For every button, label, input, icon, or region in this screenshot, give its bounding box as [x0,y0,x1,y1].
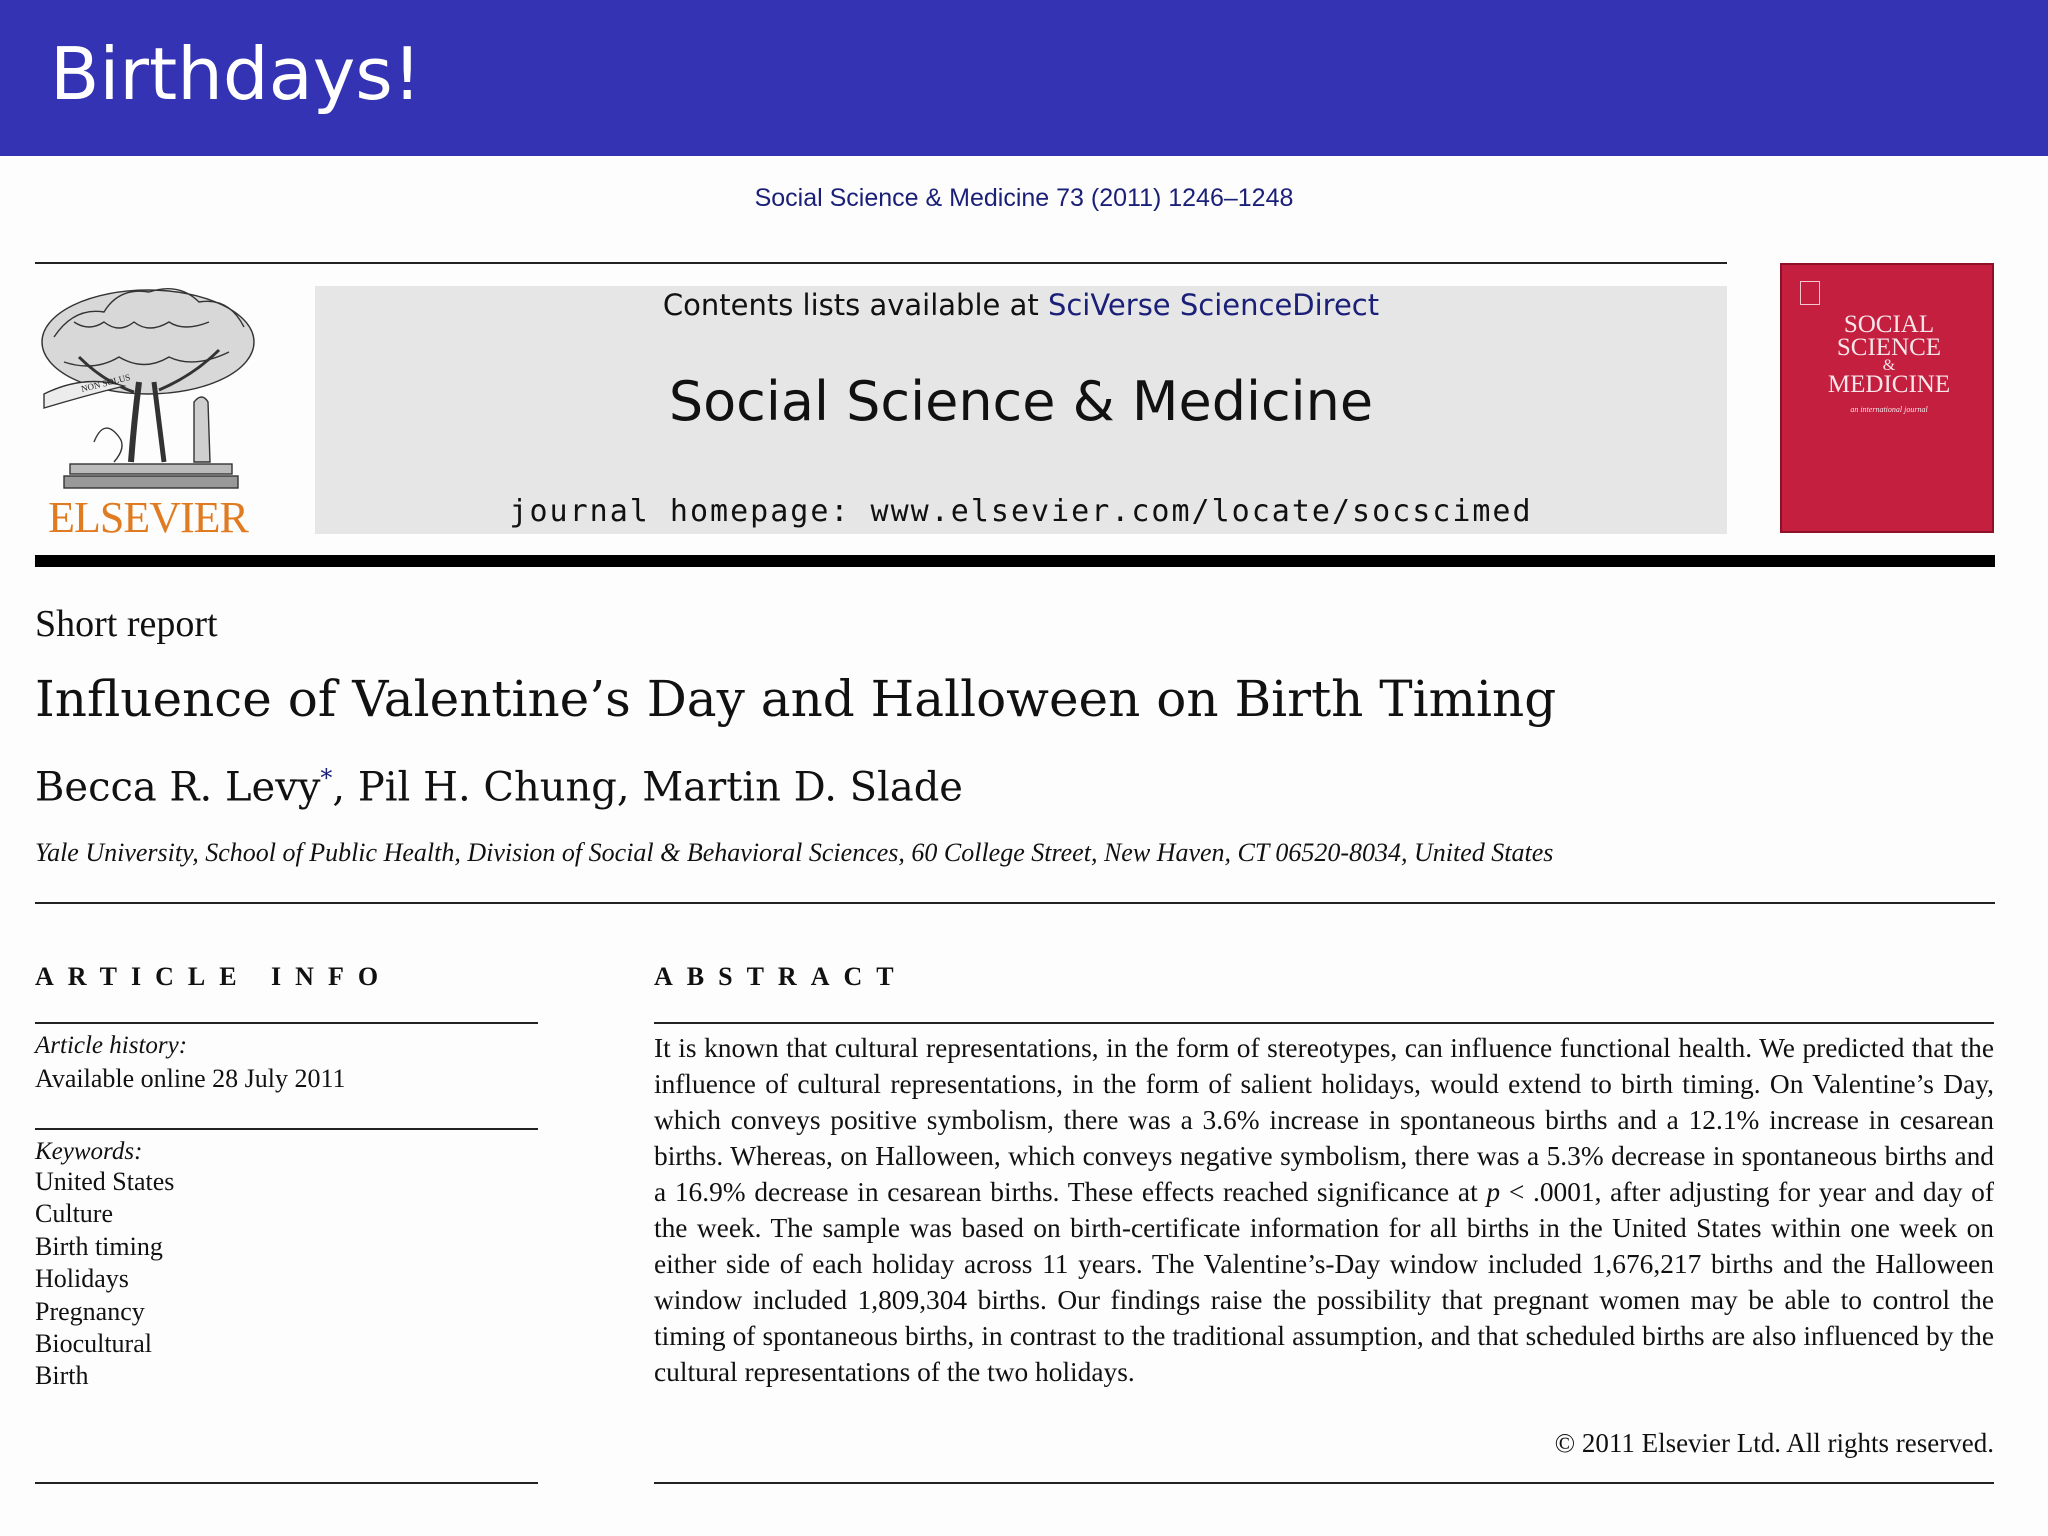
journal-name: Social Science & Medicine [668,370,1374,433]
author-list [35,764,963,810]
cover-title-line: SOCIAL [1843,311,1935,338]
p-value-symbol: p [1486,1177,1501,1207]
thick-rule [35,555,1995,567]
cover-publisher-mark [1800,281,1820,305]
keyword-item: Holidays [35,1264,129,1294]
abstract-text-part: < .0001, after adjusting for year and day of the week. The sample was based on birth-certificate information for all births in the United States within one week on either side of each holiday across 11 years. The Valentine’s-Day window included 1,676,217 births and the Halloween window included 1,809,304 births. Our findings raise the possibility that pregnant women may be able to control the timing of spontaneous births, in contrast to the traditional assumption, and that scheduled births are also influenced by the cultural representations of the two holidays. [654,1177,1994,1387]
article-info-bottom-rule [35,1482,538,1484]
abstract-bottom-rule [654,1482,1994,1484]
abstract-text-part: It is known that cultural representations, in the form of stereotypes, can influence functional health. We predicted that the influence of cultural representations, in the form of salient holidays, would extend to birth timing. On Valentine’s Day, which conveys positive symbolism, there was a 3.6% increase in spontaneous births and a 12.1% increase in cesarean births. Whereas, on Halloween, which conveys negative symbolism, there was a 5.3% decrease in spontaneous births and a 16.9% decrease in cesarean births. These effects reached significance at [654,1033,1994,1207]
cover-title-line: SCIENCE [1836,334,1942,361]
article-title: Influence of Valentine’s Day and Halloween on Birth Timing [35,670,1557,728]
top-rule [35,262,1727,264]
elsevier-tree-logo [34,282,262,498]
contents-prefix: Contents lists available at [662,288,1048,322]
article-history-value: Available online 28 July 2011 [35,1064,346,1093]
keyword-item: Culture [35,1199,113,1229]
author-first: Becca R. Levy [35,764,321,811]
logo-motto: NON SOLUS [80,372,132,394]
keywords-label: Keywords: [35,1138,143,1165]
article-history-label: Article history: [35,1032,188,1059]
copyright-notice: © 2011 Elsevier Ltd. All rights reserved. [1554,1428,1994,1458]
article-type: Short report [35,603,218,645]
keyword-item: Pregnancy [35,1296,145,1326]
article-info-rule [35,1022,538,1024]
keyword-list [35,1166,174,1393]
affiliation: Yale University, School of Public Health, Division of Social & Behavioral Sciences, 60 College Street, New Haven, CT 06520-8034, United States [35,838,1554,867]
cover-title [1782,313,1996,396]
cover-title-amp: & [1882,357,1896,374]
slide-title: Birthdays! [50,32,422,116]
cover-subtitle: an international journal [1850,405,1928,414]
cover-title-line: MEDICINE [1827,371,1951,398]
history-rule [35,1128,538,1130]
article-info-heading: ARTICLE INFO [35,962,393,991]
keyword-item: Biocultural [35,1329,152,1359]
journal-citation: Social Science & Medicine 73 (2011) 1246–1248 [754,184,1294,212]
contents-line [315,288,1727,322]
abstract-text [654,1030,1994,1390]
keyword-item: Birth timing [35,1231,163,1261]
corresponding-author-marker[interactable]: * [320,764,333,792]
journal-homepage-link[interactable]: journal homepage: www.elsevier.com/locate/socscimed [509,494,1533,529]
header-divider [35,902,1995,904]
keyword-item: United States [35,1167,175,1196]
abstract-heading: ABSTRACT [654,962,908,991]
keyword-item: Birth [35,1361,89,1391]
sciencedirect-link[interactable]: SciVerse ScienceDirect [1047,288,1380,322]
abstract-rule [654,1022,1994,1024]
slide-header-bar [0,0,2048,156]
author-rest: , Pil H. Chung, Martin D. Slade [332,764,963,811]
journal-cover-thumbnail [1780,263,1994,533]
elsevier-wordmark: ELSEVIER [48,493,248,542]
